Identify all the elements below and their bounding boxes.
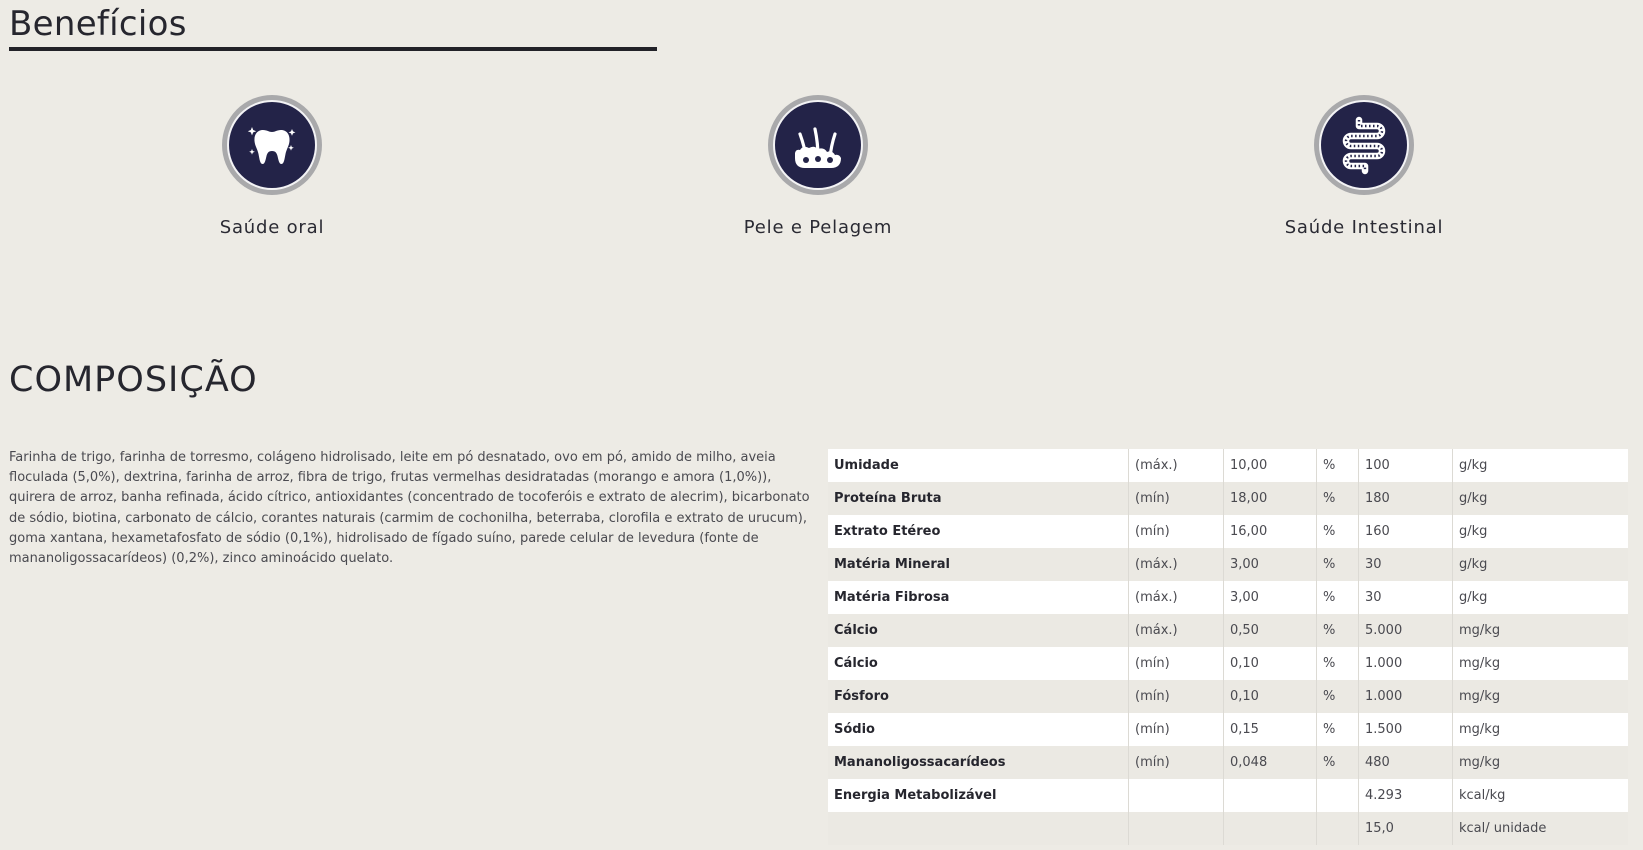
- nutrient-name: Proteína Bruta: [828, 482, 1129, 515]
- table-row: [828, 515, 1628, 548]
- nutrient-qualifier: (máx.): [1129, 614, 1224, 647]
- unit-percent: %: [1317, 548, 1359, 581]
- nutrient-name: Fósforo: [828, 680, 1129, 713]
- unit-absolute: mg/kg: [1453, 746, 1629, 779]
- benefit-label: Saúde oral: [219, 217, 325, 238]
- value-absolute: 30: [1359, 548, 1453, 581]
- value-absolute: 100: [1359, 449, 1453, 482]
- table-row: [828, 647, 1628, 680]
- nutrient-qualifier: (mín): [1129, 746, 1224, 779]
- nutrient-qualifier: [1129, 812, 1224, 845]
- value-absolute: 1.500: [1359, 713, 1453, 746]
- value-absolute: 30: [1359, 581, 1453, 614]
- nutrient-qualifier: (máx.): [1129, 449, 1224, 482]
- unit-percent: %: [1317, 647, 1359, 680]
- value-absolute: 1.000: [1359, 647, 1453, 680]
- value-percent: 0,15: [1224, 713, 1317, 746]
- intestine-icon: [1333, 114, 1395, 176]
- value-percent: 3,00: [1224, 581, 1317, 614]
- benefit-label: Saúde Intestinal: [1284, 217, 1444, 238]
- nutrient-name: [828, 812, 1129, 845]
- table-row: [828, 614, 1628, 647]
- nutrient-qualifier: (mín): [1129, 713, 1224, 746]
- table-row: [828, 482, 1628, 515]
- unit-percent: [1317, 779, 1359, 812]
- value-percent: 18,00: [1224, 482, 1317, 515]
- nutrient-name: Sódio: [828, 713, 1129, 746]
- value-absolute: 15,0: [1359, 812, 1453, 845]
- benefits-heading-underline: [9, 47, 657, 51]
- value-percent: 0,50: [1224, 614, 1317, 647]
- value-absolute: 5.000: [1359, 614, 1453, 647]
- nutrient-qualifier: (mín): [1129, 482, 1224, 515]
- unit-absolute: mg/kg: [1453, 680, 1629, 713]
- value-percent: 0,10: [1224, 647, 1317, 680]
- nutrient-name: Matéria Mineral: [828, 548, 1129, 581]
- value-percent: 0,048: [1224, 746, 1317, 779]
- composition-text: Farinha de trigo, farinha de torresmo, colágeno hidrolisado, leite em pó desnatado, ovo em pó, amido de milho, aveia floculada (5,0%), dextrina, farinha de arroz, fibra de trigo, frutas vermelhas desidratadas (morango e amora (1,0%)), quirera de arroz, banha refinada, ácido cítrico, antioxidantes (concentrado de tocoferóis e extrato de alecrim), bicarbonato de sódio, biotina, carbonato de cálcio, corantes naturais (carmim de cochonilha, beterraba, clorofila e extrato de urucum), goma xantana, hexametafosfato de sódio (0,1%), hidrolisado de fígado suíno, parede celular de levedura (fonte de mananoligossacarídeos) (0,2%), zinco aminoácido quelato.: [9, 450, 810, 567]
- hair-follicle-icon: [787, 114, 849, 176]
- value-percent: [1224, 779, 1317, 812]
- table-row: [828, 812, 1628, 845]
- table-row: [828, 680, 1628, 713]
- nutrient-name: Cálcio: [828, 647, 1129, 680]
- table-row: [828, 713, 1628, 746]
- unit-absolute: g/kg: [1453, 482, 1629, 515]
- unit-absolute: g/kg: [1453, 515, 1629, 548]
- unit-absolute: g/kg: [1453, 449, 1629, 482]
- unit-percent: %: [1317, 482, 1359, 515]
- unit-absolute: mg/kg: [1453, 713, 1629, 746]
- unit-absolute: g/kg: [1453, 581, 1629, 614]
- benefits-heading: Benefícios: [9, 4, 187, 44]
- nutrition-table: [828, 449, 1628, 845]
- benefit-skin-coat: [668, 95, 968, 238]
- unit-absolute: g/kg: [1453, 548, 1629, 581]
- tooth-icon: [242, 115, 302, 175]
- benefit-intestinal-health: [1214, 95, 1514, 238]
- nutrient-qualifier: (mín): [1129, 680, 1224, 713]
- nutrient-qualifier: (mín): [1129, 515, 1224, 548]
- unit-absolute: mg/kg: [1453, 614, 1629, 647]
- unit-percent: %: [1317, 680, 1359, 713]
- unit-percent: %: [1317, 449, 1359, 482]
- nutrient-name: Energia Metabolizável: [828, 779, 1129, 812]
- unit-absolute: kcal/kg: [1453, 779, 1629, 812]
- value-percent: 10,00: [1224, 449, 1317, 482]
- benefit-label: Pele e Pelagem: [743, 217, 893, 238]
- unit-percent: [1317, 812, 1359, 845]
- benefit-badge: [222, 95, 322, 195]
- table-row: [828, 548, 1628, 581]
- nutrient-name: Umidade: [828, 449, 1129, 482]
- value-absolute: 1.000: [1359, 680, 1453, 713]
- nutrient-qualifier: (mín): [1129, 647, 1224, 680]
- value-percent: 0,10: [1224, 680, 1317, 713]
- benefit-badge: [768, 95, 868, 195]
- value-absolute: 160: [1359, 515, 1453, 548]
- table-row: [828, 779, 1628, 812]
- unit-absolute: mg/kg: [1453, 647, 1629, 680]
- value-absolute: 480: [1359, 746, 1453, 779]
- value-percent: 16,00: [1224, 515, 1317, 548]
- composition-heading: COMPOSIÇÃO: [9, 360, 258, 400]
- value-absolute: 180: [1359, 482, 1453, 515]
- benefit-oral-health: [122, 95, 422, 238]
- nutrient-name: Extrato Etéreo: [828, 515, 1129, 548]
- unit-percent: %: [1317, 581, 1359, 614]
- nutrient-name: Cálcio: [828, 614, 1129, 647]
- unit-percent: %: [1317, 746, 1359, 779]
- unit-percent: %: [1317, 515, 1359, 548]
- value-percent: 3,00: [1224, 548, 1317, 581]
- table-row: [828, 746, 1628, 779]
- value-absolute: 4.293: [1359, 779, 1453, 812]
- table-row: [828, 449, 1628, 482]
- benefit-badge: [1314, 95, 1414, 195]
- table-row: [828, 581, 1628, 614]
- unit-percent: %: [1317, 713, 1359, 746]
- unit-absolute: kcal/ unidade: [1453, 812, 1629, 845]
- nutrient-qualifier: [1129, 779, 1224, 812]
- nutrient-qualifier: (máx.): [1129, 581, 1224, 614]
- nutrient-name: Mananoligossacarídeos: [828, 746, 1129, 779]
- unit-percent: %: [1317, 614, 1359, 647]
- nutrient-qualifier: (máx.): [1129, 548, 1224, 581]
- nutrient-name: Matéria Fibrosa: [828, 581, 1129, 614]
- value-percent: [1224, 812, 1317, 845]
